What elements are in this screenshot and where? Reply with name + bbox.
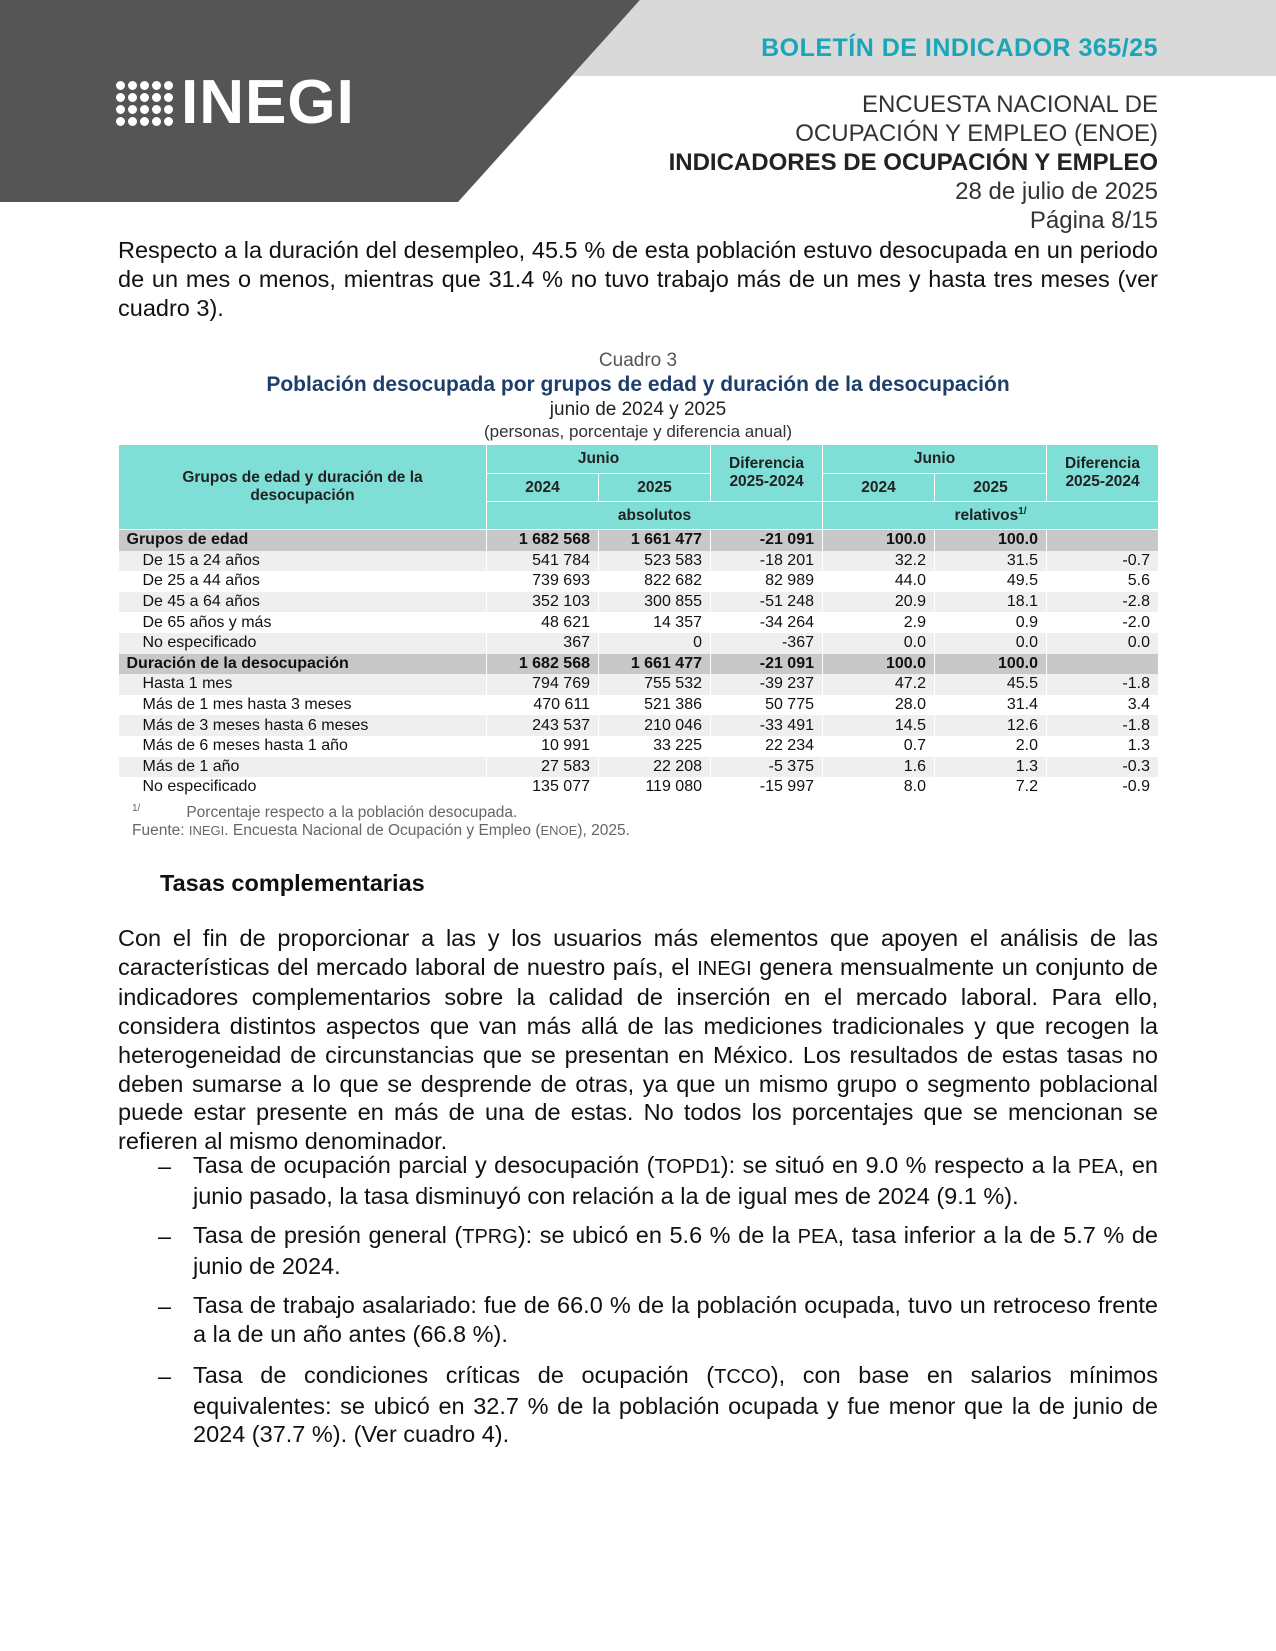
survey-line-2: OCUPACIÓN Y EMPLEO (ENOE) <box>795 120 1158 147</box>
cell-a24: 367 <box>487 633 599 654</box>
header-2025-rel: 2025 <box>935 474 1047 502</box>
cell-a24: 739 693 <box>487 571 599 592</box>
bullet-item-asalariado: Tasa de trabajo asalariado: fue de 66.0 % de la población ocupada, tuvo un retroceso frente a la de un año antes (66.8 %). <box>193 1292 1158 1347</box>
cell-a25: 822 682 <box>599 571 711 592</box>
table-footnote: $^{1/}$ Porcentaje respecto a la población desocupada. <box>132 803 518 822</box>
table-row <box>119 757 1159 778</box>
header-absolutos: absolutos <box>487 502 823 530</box>
cell-rd: -2.0 <box>1047 612 1159 633</box>
cell-a25: 300 855 <box>599 592 711 613</box>
cell-r24: 32.2 <box>823 551 935 572</box>
row-label: No especificado <box>119 633 487 654</box>
cell-a25: 521 386 <box>599 695 711 716</box>
cell-a25: 210 046 <box>599 715 711 736</box>
cell-a24: 470 611 <box>487 695 599 716</box>
table-row <box>119 695 1159 716</box>
bullet-marker: – <box>158 1223 172 1249</box>
cell-r24: 47.2 <box>823 674 935 695</box>
table-row <box>119 777 1159 798</box>
cell-a25: 14 357 <box>599 612 711 633</box>
header-2025-abs: 2025 <box>599 474 711 502</box>
cell-a24: 243 537 <box>487 715 599 736</box>
cell-a24: 541 784 <box>487 551 599 572</box>
cell-r24: 2.9 <box>823 612 935 633</box>
row-label: No especificado <box>119 777 487 798</box>
logo-dots-icon <box>116 81 173 126</box>
header-diff-abs: Diferencia 2025-2024 <box>711 445 823 502</box>
bullet-marker: – <box>158 1293 172 1319</box>
cell-rd: -1.8 <box>1047 674 1159 695</box>
cell-r24: 100.0 <box>823 530 935 551</box>
header-2024-rel: 2024 <box>823 474 935 502</box>
cell-r25: 0.0 <box>935 633 1047 654</box>
intro-paragraph: Respecto a la duración del desempleo, 45.5 % de esta población estuvo desocupada en un periodo de un mes o menos, mientras que 31.4 % no tuvo trabajo más de un mes y hasta tres meses (ver cuadro 3). <box>118 237 1158 321</box>
header-2024-abs: 2024 <box>487 474 599 502</box>
row-label: Grupos de edad <box>119 530 487 551</box>
cell-a25: 33 225 <box>599 736 711 757</box>
table-row <box>119 715 1159 736</box>
cell-a25: 22 208 <box>599 757 711 778</box>
cell-r25: 100.0 <box>935 654 1047 675</box>
table-row <box>119 551 1159 572</box>
header-diff-rel: Diferencia 2025-2024 <box>1047 445 1159 502</box>
cell-rd <box>1047 530 1159 551</box>
cell-r24: 28.0 <box>823 695 935 716</box>
bullet-item-topd1: Tasa de ocupación parcial y desocupación (TOPD1): se situó en 9.0 % respecto a la PEA, en junio pasado, la tasa disminuyó con relación a la de igual mes de 2024 (9.1 %). <box>193 1152 1158 1209</box>
row-label: De 15 a 24 años <box>119 551 487 572</box>
cell-a24: 352 103 <box>487 592 599 613</box>
row-label: Más de 1 año <box>119 757 487 778</box>
row-label: Más de 1 mes hasta 3 meses <box>119 695 487 716</box>
section-title: Tasas complementarias <box>160 870 425 896</box>
table-group-row <box>119 530 1159 551</box>
row-label: De 45 a 64 años <box>119 592 487 613</box>
document-date: 28 de julio de 2025 <box>955 178 1158 205</box>
cell-a25: 0 <box>599 633 711 654</box>
cell-ad: -367 <box>711 633 823 654</box>
cell-r24: 14.5 <box>823 715 935 736</box>
header-junio-abs: Junio <box>487 445 711 474</box>
cell-a24: 1 682 568 <box>487 530 599 551</box>
cell-ad: -21 091 <box>711 530 823 551</box>
cell-rd: 0.0 <box>1047 633 1159 654</box>
cell-rd: -2.8 <box>1047 592 1159 613</box>
cell-r25: 7.2 <box>935 777 1047 798</box>
document-subtitle: INDICADORES DE OCUPACIÓN Y EMPLEO <box>668 149 1158 176</box>
cell-r25: 49.5 <box>935 571 1047 592</box>
bullet-item-tcco: Tasa de condiciones críticas de ocupación (TCCO), con base en salarios mínimos equivalentes: se ubicó en 32.7 % de la población ocupada y fue menor que la de junio de 2024 (37.7 %). (Ver cuadro 4). <box>193 1362 1158 1448</box>
table-row <box>119 736 1159 757</box>
page-number: Página 8/15 <box>1029 207 1158 234</box>
cell-rd: -0.9 <box>1047 777 1159 798</box>
row-label: Hasta 1 mes <box>119 674 487 695</box>
cell-a24: 135 077 <box>487 777 599 798</box>
row-label: De 65 años y más <box>119 612 487 633</box>
header-groups: Grupos de edad y duración de la desocupación <box>119 445 487 530</box>
cell-ad: -33 491 <box>711 715 823 736</box>
unemployment-table <box>118 444 1159 798</box>
cell-r24: 8.0 <box>823 777 935 798</box>
cell-a25: 119 080 <box>599 777 711 798</box>
cell-a24: 10 991 <box>487 736 599 757</box>
table-units: (personas, porcentaje y diferencia anual) <box>483 422 793 441</box>
cell-r25: 18.1 <box>935 592 1047 613</box>
row-label: Más de 3 meses hasta 6 meses <box>119 715 487 736</box>
cell-ad: -39 237 <box>711 674 823 695</box>
table-group-row <box>119 654 1159 675</box>
logo-text: INEGI <box>181 68 355 137</box>
cell-a25: 755 532 <box>599 674 711 695</box>
table-period: junio de 2024 y 2025 <box>549 399 727 420</box>
header-junio-rel: Junio <box>823 445 1047 474</box>
cell-ad: -15 997 <box>711 777 823 798</box>
bullet-item-tprg: Tasa de presión general (TPRG): se ubicó en 5.6 % de la PEA, tasa inferior a la de 5.7 % de junio de 2024. <box>193 1222 1158 1279</box>
header-relativos: relativos$^{1/}$ <box>823 502 1159 530</box>
cell-rd: -1.8 <box>1047 715 1159 736</box>
row-label: Duración de la desocupación <box>119 654 487 675</box>
cell-ad: -51 248 <box>711 592 823 613</box>
cell-a24: 27 583 <box>487 757 599 778</box>
cell-r25: 0.9 <box>935 612 1047 633</box>
cell-r25: 12.6 <box>935 715 1047 736</box>
cell-ad: 22 234 <box>711 736 823 757</box>
table-row <box>119 612 1159 633</box>
cell-r24: 1.6 <box>823 757 935 778</box>
survey-line-1: ENCUESTA NACIONAL DE <box>861 91 1158 118</box>
row-label: De 25 a 44 años <box>119 571 487 592</box>
table-row <box>119 571 1159 592</box>
document-heading <box>669 90 1158 235</box>
cell-r24: 44.0 <box>823 571 935 592</box>
cell-rd: 1.3 <box>1047 736 1159 757</box>
cell-r25: 45.5 <box>935 674 1047 695</box>
cell-r25: 31.5 <box>935 551 1047 572</box>
cell-rd: 3.4 <box>1047 695 1159 716</box>
cell-rd: -0.7 <box>1047 551 1159 572</box>
cell-ad: 82 989 <box>711 571 823 592</box>
complementary-paragraph: Con el fin de proporcionar a las y los usuarios más elementos que apoyen el análisis de las características del mercado laboral de nuestro país, el INEGI genera mensualmente un conjunto de indicadores complementarios sobre la calidad de inserción en el mercado laboral. Para ello, considera distintos aspectos que van más allá de las mediciones tradicionales y que recogen la heterogeneidad de circunstancias que se presentan en México. Los resultados de estas tasas no deben sumarse a lo que se desprende de otras, ya que un mismo grupo o segmento poblacional puede estar presente en más de una de estas. No todos los porcentajes que se mencionan se refieren al mismo denominador. <box>118 925 1158 1154</box>
cell-a25: 1 661 477 <box>599 530 711 551</box>
table-label: Cuadro 3 <box>598 350 678 371</box>
cell-ad: 50 775 <box>711 695 823 716</box>
bulletin-number: BOLETÍN DE INDICADOR 365/25 <box>761 34 1158 62</box>
inegi-logo <box>116 68 355 137</box>
bullet-marker: – <box>158 1153 172 1179</box>
cell-r25: 31.4 <box>935 695 1047 716</box>
table-source: Fuente: INEGI. Encuesta Nacional de Ocupación y Empleo (ENOE), 2025. <box>132 822 630 839</box>
cell-ad: -21 091 <box>711 654 823 675</box>
bullet-marker: – <box>158 1363 172 1389</box>
cell-r24: 0.0 <box>823 633 935 654</box>
cell-r25: 100.0 <box>935 530 1047 551</box>
cell-rd: -0.3 <box>1047 757 1159 778</box>
cell-r25: 2.0 <box>935 736 1047 757</box>
cell-a25: 523 583 <box>599 551 711 572</box>
cell-rd: 5.6 <box>1047 571 1159 592</box>
cell-r24: 0.7 <box>823 736 935 757</box>
table-row <box>119 633 1159 654</box>
cell-ad: -5 375 <box>711 757 823 778</box>
cell-a24: 794 769 <box>487 674 599 695</box>
cell-r24: 20.9 <box>823 592 935 613</box>
cell-a25: 1 661 477 <box>599 654 711 675</box>
table-row <box>119 674 1159 695</box>
cell-ad: -18 201 <box>711 551 823 572</box>
table-title: Población desocupada por grupos de edad y duración de la desocupación <box>266 373 1010 396</box>
cell-r25: 1.3 <box>935 757 1047 778</box>
cell-a24: 1 682 568 <box>487 654 599 675</box>
cell-a24: 48 621 <box>487 612 599 633</box>
row-label: Más de 6 meses hasta 1 año <box>119 736 487 757</box>
cell-ad: -34 264 <box>711 612 823 633</box>
table-row <box>119 592 1159 613</box>
cell-r24: 100.0 <box>823 654 935 675</box>
cell-rd <box>1047 654 1159 675</box>
